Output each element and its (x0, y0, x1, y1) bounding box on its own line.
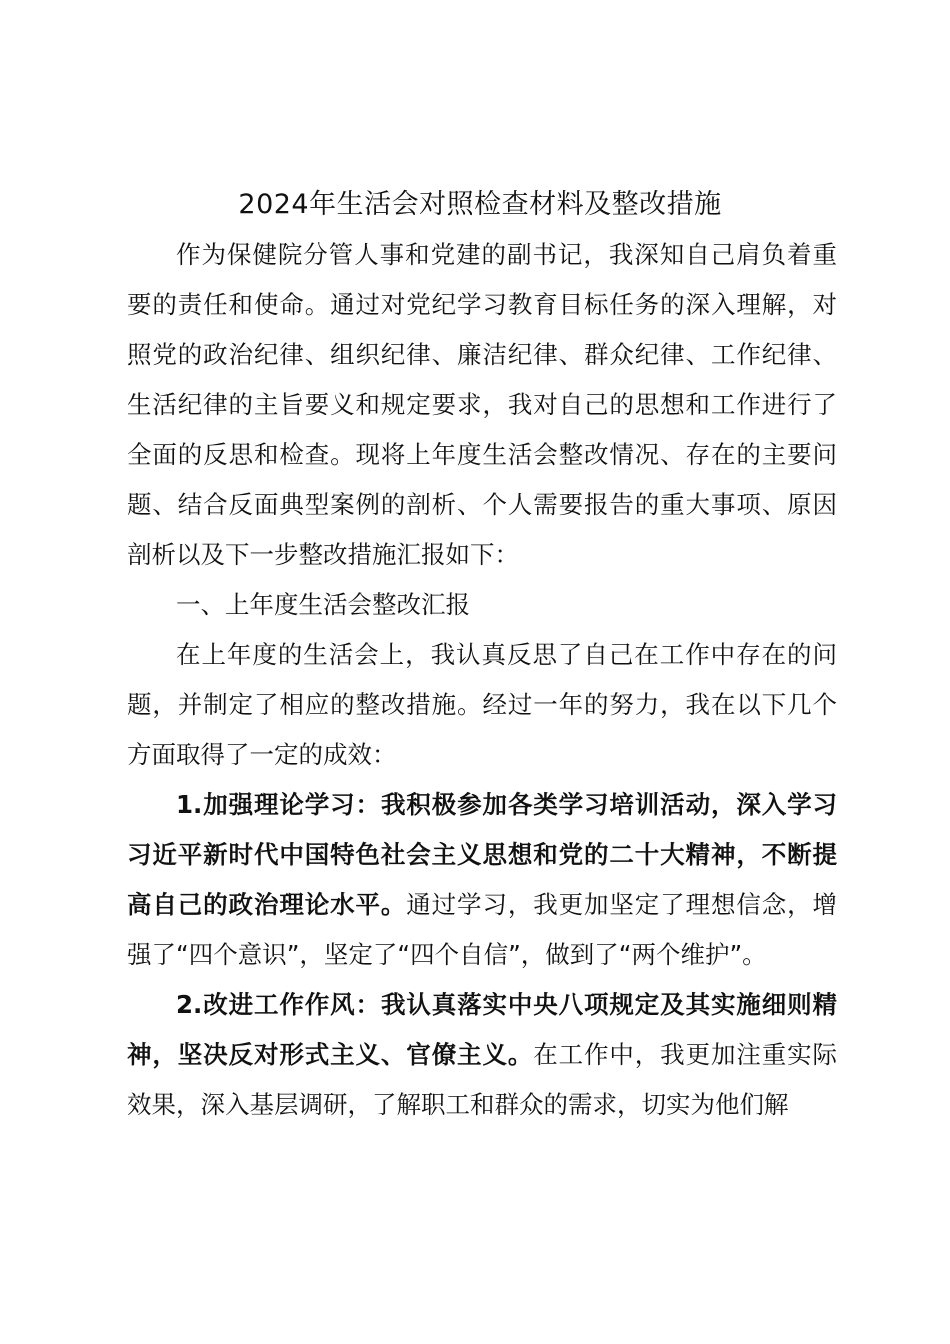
intro-paragraph: 作为保健院分管人事和党建的副书记，我深知自己肩负着重要的责任和使命。通过对党纪学习教育目标任务的深入理解，对照党的政治纪律、组织纪律、廉洁纪律、群众纪律、工作纪律、生活纪律的主旨要义和规定要求，我对自己的思想和工作进行了全面的反思和检查。现将上年度生活会整改情况、存在的主要问题、结合反面典型案例的剖析、个人需要报告的重大事项、原因剖析以及下一步整改措施汇报如下： (127, 240, 837, 569)
item-2-text: 在工作中，我更加注重实际效果，深入基层调研，了解职工和群众的需求，切实为他们解 (127, 1040, 838, 1119)
document-title: 2024年生活会对照检查材料及整改措施 (238, 189, 722, 220)
item-2-bold-text: 2.改进工作作风：我认真落实中央八项规定及其实施细则精神，坚决反对形式主义、官僚主义。 (127, 990, 837, 1069)
section-heading: 一、上年度生活会整改汇报 (176, 590, 470, 619)
item-1-text: 通过学习，我更加坚定了理想信念，增强了“四个意识”，坚定了“四个自信”，做到了“两个维护”。 (127, 890, 838, 969)
document-body (127, 230, 837, 1130)
item-2-paragraph (127, 980, 837, 1130)
section-intro-paragraph: 在上年度的生活会上，我认真反思了自己在工作中存在的问题，并制定了相应的整改措施。经过一年的努力，我在以下几个方面取得了一定的成效： (127, 640, 837, 769)
item-1-paragraph (127, 780, 837, 980)
item-1-bold-text: 1.加强理论学习：我积极参加各类学习培训活动，深入学习习近平新时代中国特色社会主义思想和党的二十大精神，不断提高自己的政治理论水平。 (127, 790, 837, 919)
